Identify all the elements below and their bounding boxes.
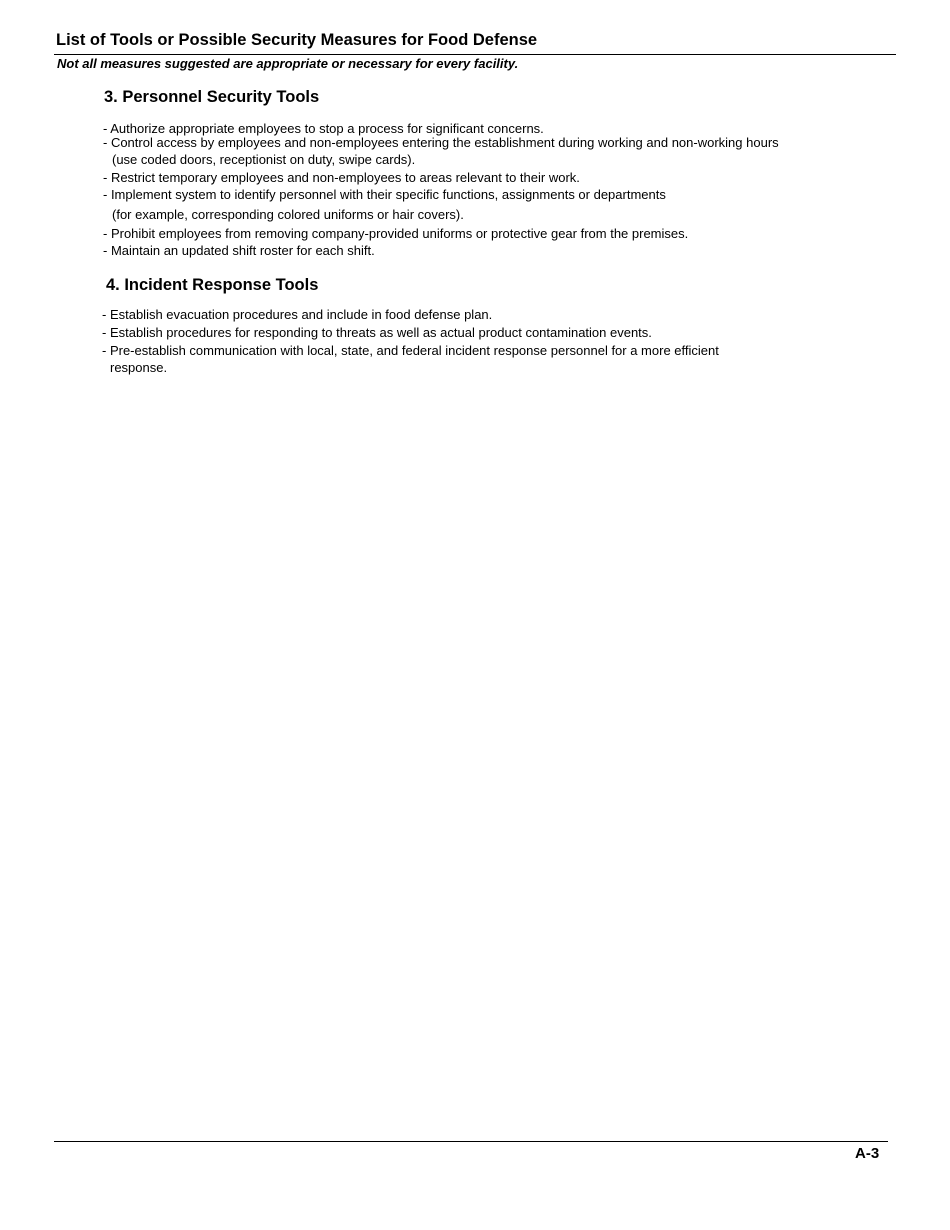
incident-item-evacuation: - Establish evacuation procedures and include in food defense plan.: [102, 307, 493, 322]
header-rule: [54, 54, 896, 55]
incident-item-communication-continued: response.: [110, 360, 168, 375]
personnel-item-identify-personnel-continued: (for example, corresponding colored uniforms or hair covers).: [112, 207, 464, 222]
personnel-item-control-access: - Control access by employees and non-employees entering the establishment during working and non-working hours: [103, 135, 779, 150]
personnel-item-shift-roster: - Maintain an updated shift roster for each shift.: [103, 243, 375, 258]
footer-rule: [54, 1141, 888, 1142]
page-number: A-3: [855, 1145, 880, 1162]
incident-item-communication: - Pre-establish communication with local, state, and federal incident response personnel for a more efficient: [102, 343, 719, 358]
personnel-item-prohibit-removal: - Prohibit employees from removing company-provided uniforms or protective gear from the premises.: [103, 226, 689, 241]
section-heading-personnel-security: 3. Personnel Security Tools: [104, 88, 320, 106]
incident-item-threat-procedures: - Establish procedures for responding to threats as well as actual product contamination events.: [102, 325, 652, 340]
section-heading-incident-response: 4. Incident Response Tools: [106, 276, 319, 294]
personnel-item-restrict-temporary: - Restrict temporary employees and non-employees to areas relevant to their work.: [103, 170, 580, 185]
page-title: List of Tools or Possible Security Measures for Food Defense: [56, 31, 538, 49]
personnel-item-control-access-continued: (use coded doors, receptionist on duty, swipe cards).: [112, 152, 416, 167]
disclaimer: Not all measures suggested are appropriate or necessary for every facility.: [57, 56, 519, 71]
personnel-item-authorize: - Authorize appropriate employees to stop a process for significant concerns.: [103, 121, 544, 136]
personnel-item-identify-personnel: - Implement system to identify personnel with their specific functions, assignments or departments: [103, 187, 666, 202]
